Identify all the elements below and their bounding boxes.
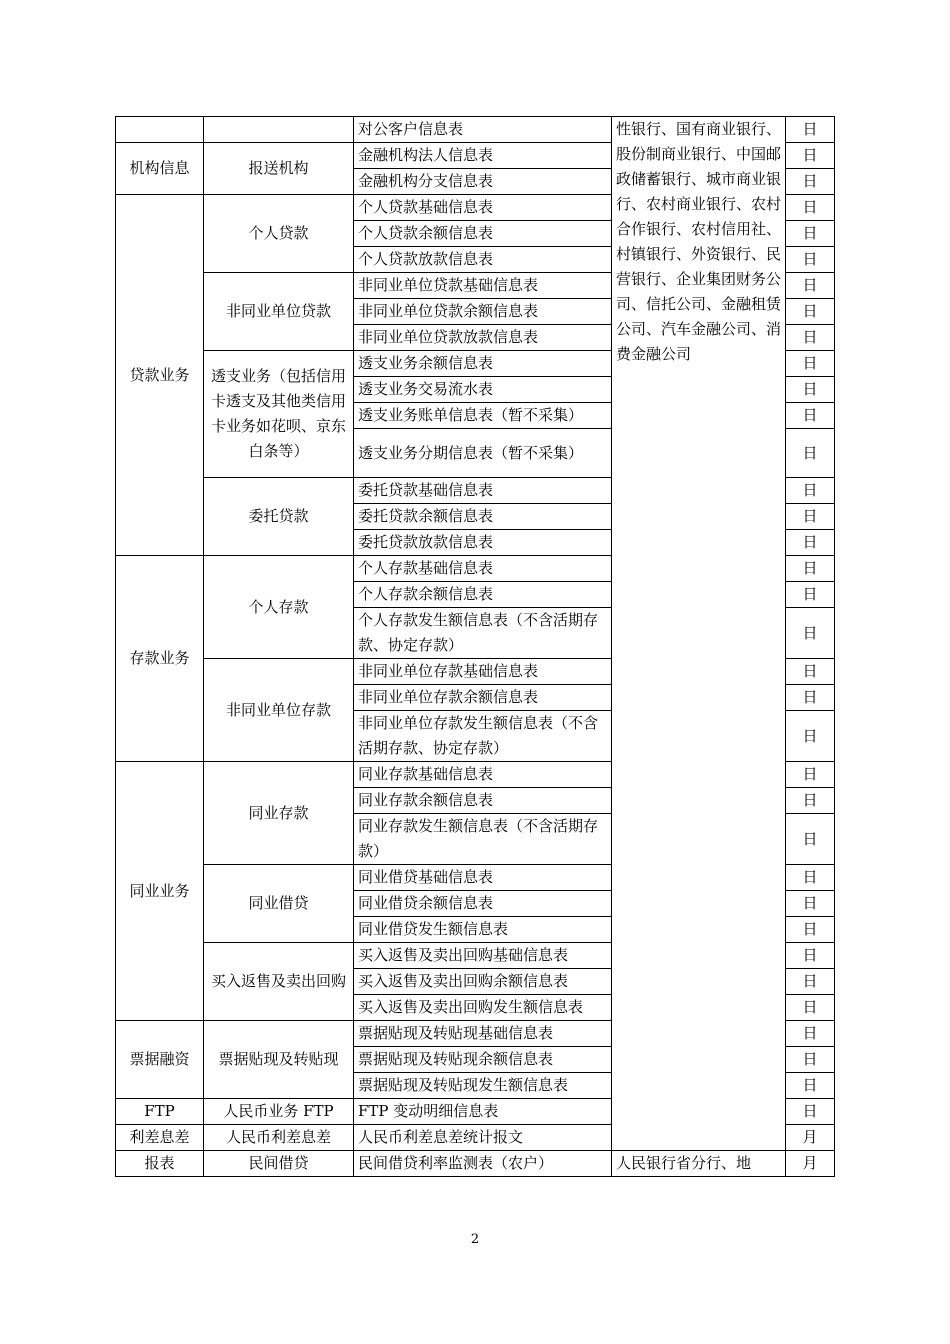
frequency-cell: 日 [786, 117, 835, 143]
page-number: 2 [470, 1232, 480, 1247]
frequency-cell: 日 [786, 169, 835, 195]
category-cell: 机构信息 [116, 143, 204, 195]
category-cell: 票据融资 [116, 1021, 204, 1099]
frequency-cell: 日 [786, 685, 835, 711]
table-name-cell: 同业存款基础信息表 [354, 762, 612, 788]
frequency-cell: 日 [786, 762, 835, 788]
frequency-cell: 日 [786, 608, 835, 659]
subcategory-cell: 人民币业务 FTP [204, 1099, 354, 1125]
table-name-cell: 金融机构法人信息表 [354, 143, 612, 169]
table-name-cell: 买入返售及卖出回购基础信息表 [354, 943, 612, 969]
table-name-cell: 个人存款余额信息表 [354, 582, 612, 608]
table-name-cell: 透支业务余额信息表 [354, 351, 612, 377]
frequency-cell: 日 [786, 195, 835, 221]
table-name-cell: 民间借贷利率监测表（农户） [354, 1151, 612, 1177]
frequency-cell: 日 [786, 504, 835, 530]
frequency-cell: 日 [786, 478, 835, 504]
subcategory-cell: 同业存款 [204, 762, 354, 865]
frequency-cell: 日 [786, 711, 835, 762]
subcategory-cell: 非同业单位存款 [204, 659, 354, 762]
table-name-cell: 同业借贷余额信息表 [354, 891, 612, 917]
table-name-cell: 个人贷款余额信息表 [354, 221, 612, 247]
category-cell [116, 117, 204, 143]
category-cell: 存款业务 [116, 556, 204, 762]
institutions-cell: 人民银行省分行、地 [612, 1151, 786, 1177]
category-cell: 同业业务 [116, 762, 204, 1021]
frequency-cell: 日 [786, 865, 835, 891]
table-name-cell: 个人贷款基础信息表 [354, 195, 612, 221]
category-cell: 利差息差 [116, 1125, 204, 1151]
table-name-cell: 票据贴现及转贴现基础信息表 [354, 1021, 612, 1047]
table-name-cell: 买入返售及卖出回购发生额信息表 [354, 995, 612, 1021]
frequency-cell: 日 [786, 969, 835, 995]
category-cell: FTP [116, 1099, 204, 1125]
report-table [115, 116, 835, 1177]
table-name-cell: 同业借贷发生额信息表 [354, 917, 612, 943]
table-name-cell: 个人存款发生额信息表（不含活期存款、协定存款） [354, 608, 612, 659]
table-name-cell: 对公客户信息表 [354, 117, 612, 143]
frequency-cell: 日 [786, 1073, 835, 1099]
frequency-cell: 日 [786, 325, 835, 351]
frequency-cell: 月 [786, 1151, 835, 1177]
frequency-cell: 日 [786, 1047, 835, 1073]
table-name-cell: 个人贷款放款信息表 [354, 247, 612, 273]
frequency-cell: 日 [786, 299, 835, 325]
frequency-cell: 日 [786, 351, 835, 377]
table-name-cell: 委托贷款基础信息表 [354, 478, 612, 504]
subcategory-cell: 票据贴现及转贴现 [204, 1021, 354, 1099]
subcategory-cell: 个人贷款 [204, 195, 354, 273]
frequency-cell: 日 [786, 1099, 835, 1125]
frequency-cell: 日 [786, 943, 835, 969]
frequency-cell: 日 [786, 659, 835, 685]
frequency-cell: 日 [786, 530, 835, 556]
table-name-cell: 委托贷款放款信息表 [354, 530, 612, 556]
frequency-cell: 日 [786, 1021, 835, 1047]
table-name-cell: 买入返售及卖出回购余额信息表 [354, 969, 612, 995]
frequency-cell: 日 [786, 556, 835, 582]
frequency-cell: 日 [786, 273, 835, 299]
frequency-cell: 日 [786, 429, 835, 478]
table-name-cell: 同业借贷基础信息表 [354, 865, 612, 891]
table-name-cell: 非同业单位贷款余额信息表 [354, 299, 612, 325]
subcategory-cell: 报送机构 [204, 143, 354, 195]
subcategory-cell: 透支业务（包括信用卡透支及其他类信用卡业务如花呗、京东白条等） [204, 351, 354, 478]
table-name-cell: 人民币利差息差统计报文 [354, 1125, 612, 1151]
institutions-cell: 性银行、国有商业银行、股份制商业银行、中国邮政储蓄银行、城市商业银行、农村商业银行、农村合作银行、农村信用社、村镇银行、外资银行、民营银行、企业集团财务公司、信托公司、金融租赁公司、汽车金融公司、消费金融公司 [612, 117, 786, 1151]
table-name-cell: 透支业务交易流水表 [354, 377, 612, 403]
table-row [116, 1151, 835, 1177]
subcategory-cell: 个人存款 [204, 556, 354, 659]
subcategory-cell: 买入返售及卖出回购 [204, 943, 354, 1021]
frequency-cell: 日 [786, 917, 835, 943]
table-name-cell: 非同业单位存款基础信息表 [354, 659, 612, 685]
frequency-cell: 日 [786, 814, 835, 865]
table-name-cell: 同业存款发生额信息表（不含活期存款） [354, 814, 612, 865]
frequency-cell: 日 [786, 995, 835, 1021]
frequency-cell: 月 [786, 1125, 835, 1151]
table-name-cell: 透支业务分期信息表（暂不采集） [354, 429, 612, 478]
subcategory-cell: 委托贷款 [204, 478, 354, 556]
frequency-cell: 日 [786, 377, 835, 403]
table-name-cell: 金融机构分支信息表 [354, 169, 612, 195]
frequency-cell: 日 [786, 143, 835, 169]
table-name-cell: 委托贷款余额信息表 [354, 504, 612, 530]
frequency-cell: 日 [786, 247, 835, 273]
subcategory-cell: 人民币利差息差 [204, 1125, 354, 1151]
subcategory-cell: 民间借贷 [204, 1151, 354, 1177]
table-row [116, 117, 835, 143]
frequency-cell: 日 [786, 891, 835, 917]
subcategory-cell: 同业借贷 [204, 865, 354, 943]
table-name-cell: 非同业单位存款余额信息表 [354, 685, 612, 711]
table-name-cell: FTP 变动明细信息表 [354, 1099, 612, 1125]
subcategory-cell: 非同业单位贷款 [204, 273, 354, 351]
table-name-cell: 票据贴现及转贴现发生额信息表 [354, 1073, 612, 1099]
category-cell: 贷款业务 [116, 195, 204, 556]
table-name-cell: 票据贴现及转贴现余额信息表 [354, 1047, 612, 1073]
table-name-cell: 非同业单位贷款基础信息表 [354, 273, 612, 299]
table-name-cell: 非同业单位存款发生额信息表（不含活期存款、协定存款） [354, 711, 612, 762]
category-cell: 报表 [116, 1151, 204, 1177]
table-name-cell: 同业存款余额信息表 [354, 788, 612, 814]
frequency-cell: 日 [786, 403, 835, 429]
frequency-cell: 日 [786, 221, 835, 247]
subcategory-cell [204, 117, 354, 143]
table-name-cell: 透支业务账单信息表（暂不采集） [354, 403, 612, 429]
table-name-cell: 非同业单位贷款放款信息表 [354, 325, 612, 351]
frequency-cell: 日 [786, 788, 835, 814]
table-name-cell: 个人存款基础信息表 [354, 556, 612, 582]
frequency-cell: 日 [786, 582, 835, 608]
